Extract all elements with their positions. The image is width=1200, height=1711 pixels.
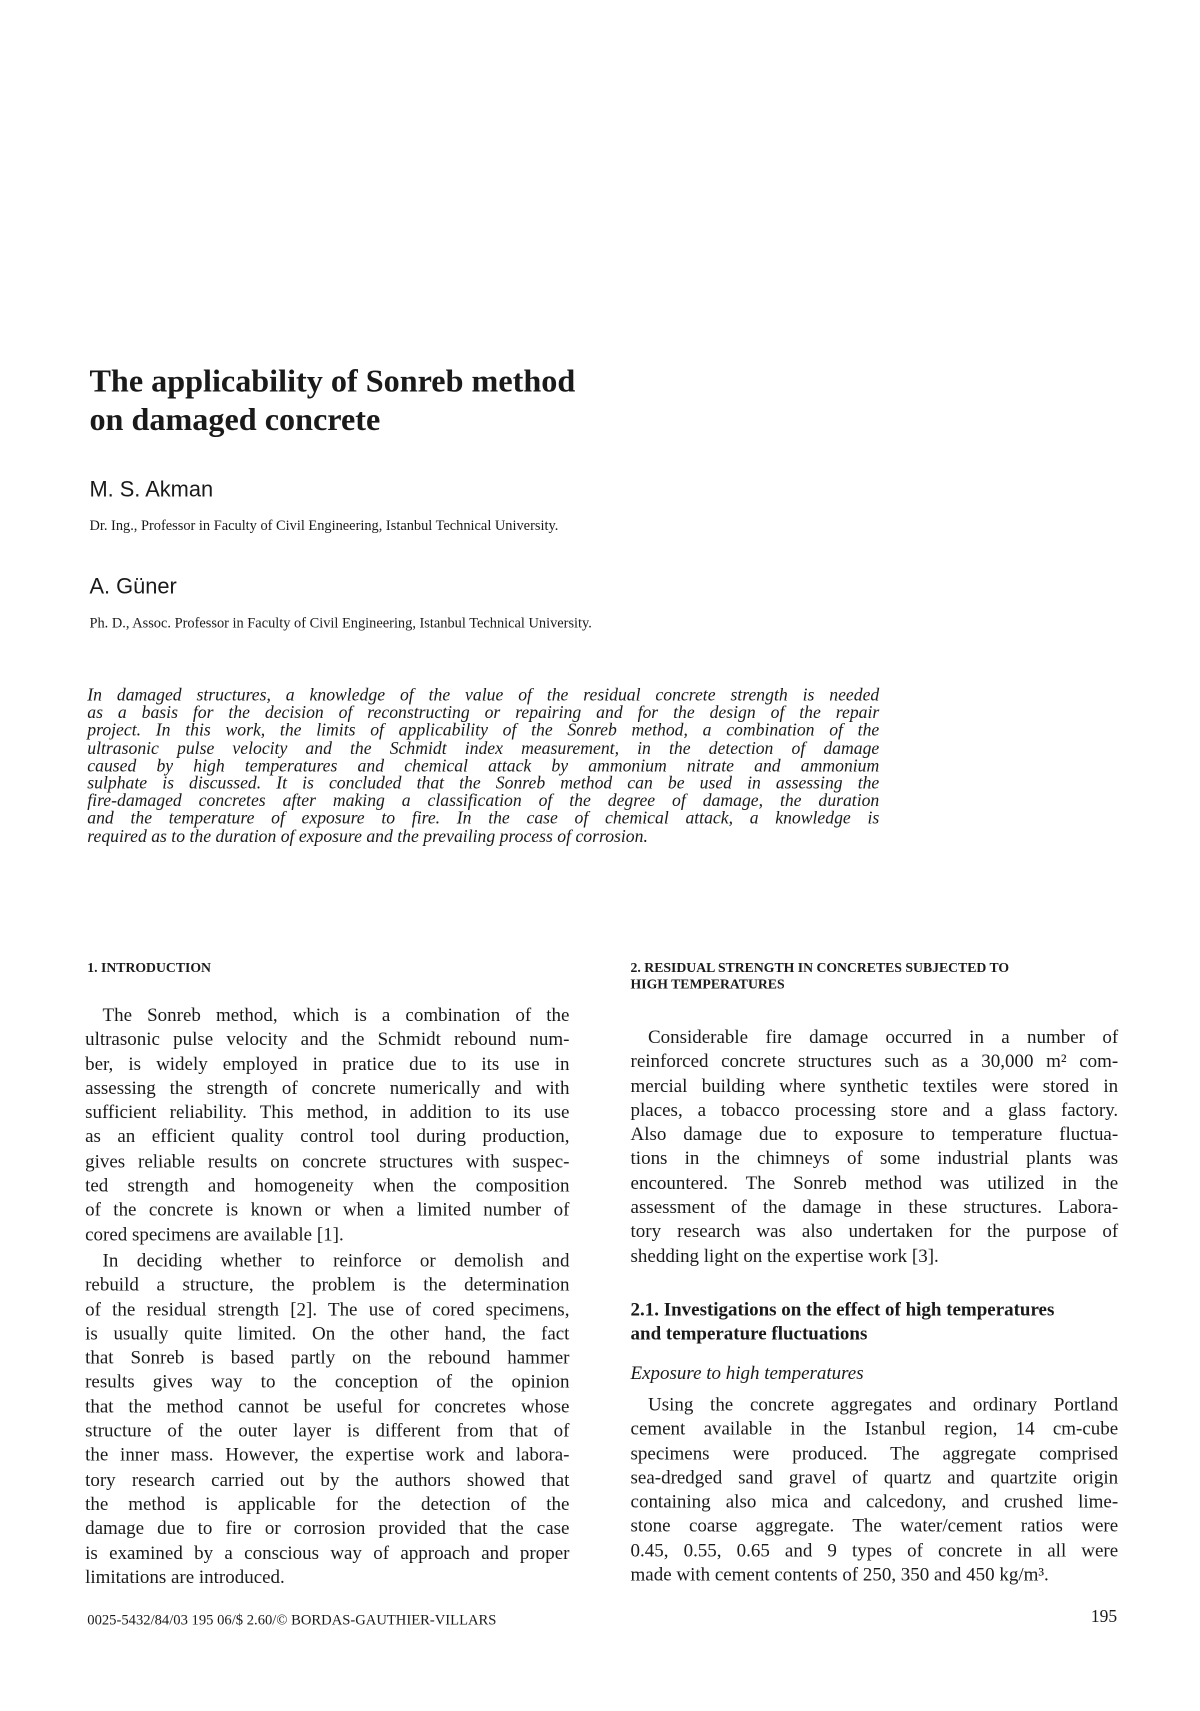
text-line: sufficient reliability. This method, in addition to its use bbox=[85, 1100, 570, 1123]
section2-paragraph-1 bbox=[631, 1024, 1119, 1267]
text-line: assessment of the damage in these structures. Labora- bbox=[630, 1195, 1119, 1218]
text-line: cement available in the Istanbul region, 14 cm-cube bbox=[630, 1417, 1119, 1440]
intro-paragraph-2 bbox=[85, 1248, 569, 1589]
text-line: ted strength and homogeneity when the composition bbox=[85, 1173, 570, 1196]
text-line: ultrasonic pulse velocity and the Schmidt rebound num- bbox=[85, 1027, 570, 1050]
text-line: required as to the duration of exposure and the prevailing process of corrosion. bbox=[87, 826, 648, 846]
subsubsection-heading: Exposure to high temperatures bbox=[630, 1361, 864, 1384]
text-line: and the temperature of exposure to fire. In the case of chemical attack, a knowledge is bbox=[87, 808, 880, 829]
title-line: The applicability of Sonreb method bbox=[89, 364, 576, 400]
text-line: made with cement contents of 250, 350 and 450 kg/m³. bbox=[630, 1563, 1049, 1586]
text-line: stone coarse aggregate. The water/cement ratios were bbox=[630, 1514, 1119, 1537]
text-line: as an efficient quality control tool during production, bbox=[85, 1125, 570, 1148]
text-line: tions in the chimneys of some industrial plants was bbox=[630, 1147, 1119, 1169]
title-line: on damaged concrete bbox=[89, 402, 381, 438]
text-line: is usually quite limited. On the other hand, the fact bbox=[85, 1322, 570, 1344]
text-line: fire-damaged concretes after making a classification of the degree of damage, the duration bbox=[87, 791, 880, 811]
subsection-heading bbox=[631, 1297, 1055, 1345]
heading-line: and temperature fluctuations bbox=[630, 1322, 868, 1344]
text-line: The Sonreb method, which is a combination of the bbox=[102, 1003, 570, 1026]
text-line: limitations are introduced. bbox=[85, 1565, 285, 1588]
text-line: gives reliable results on concrete structures with suspec- bbox=[85, 1149, 570, 1172]
text-line: project. In this work, the limits of applicability of the Sonreb method, a combination of the bbox=[87, 720, 880, 741]
text-line: mercial building where synthetic textiles were stored in bbox=[630, 1074, 1119, 1096]
text-line: of the residual strength [2]. The use of cored specimens, bbox=[85, 1297, 570, 1320]
text-line: the inner mass. However, the expertise work and labora- bbox=[85, 1443, 570, 1466]
text-line: sea-dredged sand gravel of quartz and quartzite origin bbox=[630, 1466, 1119, 1488]
text-line: results gives way to the conception of the opinion bbox=[85, 1370, 570, 1393]
heading-line: 2.1. Investigations on the effect of high temperatures bbox=[630, 1298, 1055, 1320]
text-line: the method is applicable for the detection of the bbox=[85, 1492, 570, 1515]
text-line: is examined by a conscious way of approach and proper bbox=[85, 1540, 570, 1563]
author-affiliation: Dr. Ing., Professor in Faculty of Civil Engineering, Istanbul Technical University. bbox=[89, 517, 559, 534]
heading-line: 2. RESIDUAL STRENGTH IN CONCRETES SUBJECTED TO bbox=[630, 959, 1010, 976]
text-line: that the method cannot be useful for concretes whose bbox=[85, 1395, 570, 1417]
paper-title bbox=[89, 363, 575, 439]
author-affiliation: Ph. D., Assoc. Professor in Faculty of Civil Engineering, Istanbul Technical University. bbox=[89, 614, 592, 631]
section-heading bbox=[631, 960, 1010, 993]
text-line: Considerable fire damage occurred in a number of bbox=[647, 1025, 1119, 1048]
text-line: ultrasonic pulse velocity and the Schmidt index measurement, in the detection of damage bbox=[87, 738, 880, 758]
text-line: that Sonreb is based partly on the rebound hammer bbox=[85, 1346, 570, 1369]
text-line: of the concrete is known or when a limited number of bbox=[85, 1198, 570, 1221]
author-name: A. Güner bbox=[89, 574, 177, 599]
footer-code: 0025-5432/84/03 195 06/$ 2.60/© BORDAS-GAUTHIER-VILLARS bbox=[87, 1611, 497, 1628]
author-name: M. S. Akman bbox=[89, 477, 214, 502]
text-line: ber, is widely employed in pratice due to its use in bbox=[85, 1052, 570, 1075]
text-line: tory research carried out by the authors showed that bbox=[85, 1467, 570, 1490]
text-line: reinforced concrete structures such as a 30,000 m² com- bbox=[630, 1049, 1119, 1072]
text-line: Also damage due to exposure to temperature fluctua- bbox=[630, 1122, 1119, 1145]
text-line: In deciding whether to reinforce or demolish and bbox=[102, 1249, 570, 1271]
section2-paragraph-2 bbox=[631, 1392, 1119, 1587]
text-line: Using the concrete aggregates and ordinary Portland bbox=[647, 1393, 1119, 1415]
heading-line: HIGH TEMPERATURES bbox=[630, 976, 785, 992]
text-line: sulphate is discussed. It is concluded that the Sonreb method can be used in assessing the bbox=[87, 773, 880, 794]
text-line: structure of the outer layer is different from that of bbox=[85, 1419, 570, 1442]
section-heading: 1. INTRODUCTION bbox=[87, 959, 211, 976]
text-line: encountered. The Sonreb method was utilized in the bbox=[630, 1171, 1119, 1194]
intro-paragraph-1 bbox=[85, 1003, 569, 1246]
text-line: as a basis for the decision of reconstructing or repairing and for the design of the repair bbox=[87, 702, 880, 723]
text-line: tory research was also undertaken for the purpose of bbox=[630, 1220, 1119, 1242]
abstract bbox=[87, 684, 880, 846]
text-line: places, a tobacco processing store and a glass factory. bbox=[630, 1098, 1119, 1121]
page-number: 195 bbox=[1090, 1607, 1118, 1627]
text-line: cored specimens are available [1]. bbox=[85, 1222, 344, 1245]
text-line: shedding light on the expertise work [3]. bbox=[630, 1244, 939, 1267]
text-line: 0.45, 0.55, 0.65 and 9 types of concrete in all were bbox=[630, 1539, 1119, 1561]
text-line: assessing the strength of concrete numerically and with bbox=[85, 1076, 570, 1099]
text-line: caused by high temperatures and chemical attack by ammonium nitrate and ammonium bbox=[87, 755, 880, 776]
text-line: specimens were produced. The aggregate comprised bbox=[630, 1441, 1119, 1464]
text-line: damage due to fire or corrosion provided that the case bbox=[85, 1516, 570, 1539]
text-line: In damaged structures, a knowledge of the value of the residual concrete strength is needed bbox=[87, 685, 880, 705]
text-line: containing also mica and calcedony, and crushed lime- bbox=[630, 1490, 1119, 1513]
text-line: rebuild a structure, the problem is the determination bbox=[85, 1273, 570, 1296]
